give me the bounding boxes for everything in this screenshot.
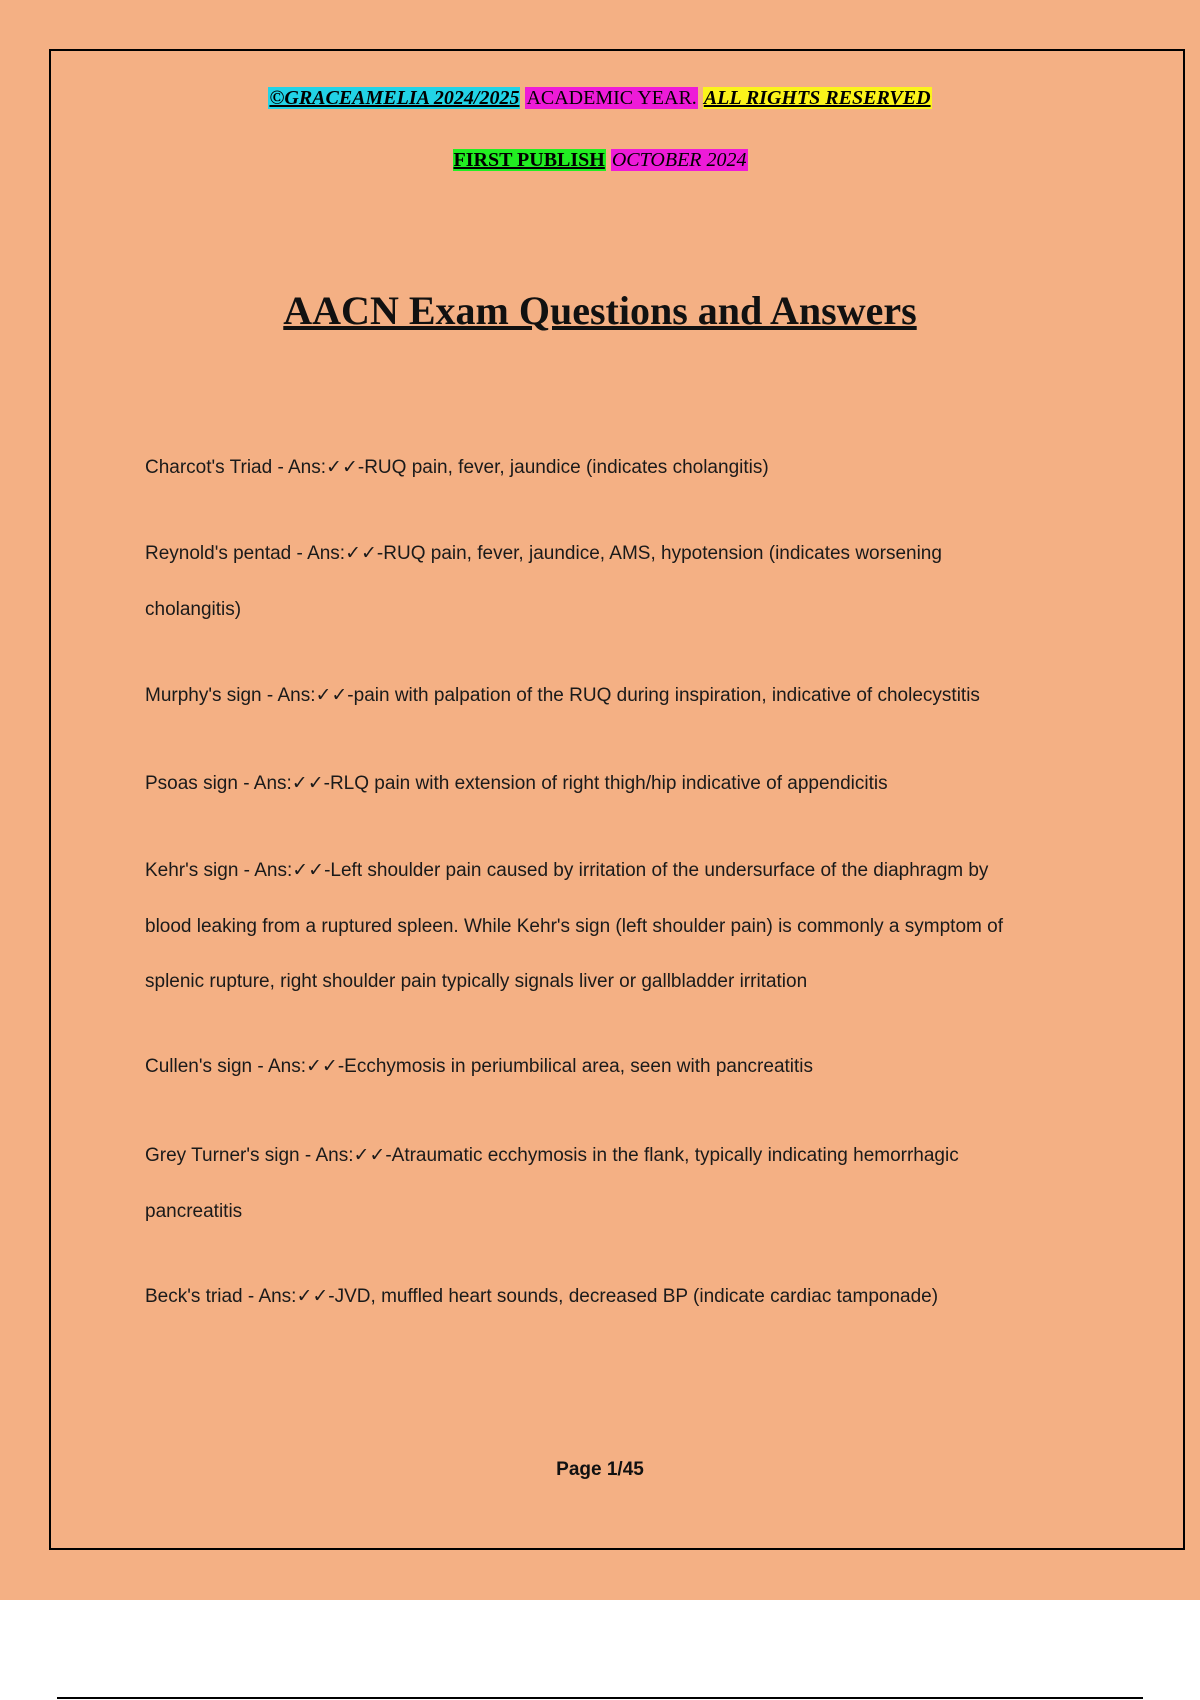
qa-line: Kehr's sign - Ans:✓✓-Left shoulder pain caused by irritation of the undersurface of the diaphragm by <box>145 860 989 881</box>
document-title: AACN Exam Questions and Answers <box>283 288 917 333</box>
copyright-label: ©GRACEAMELIA 2024/2025 <box>269 87 520 109</box>
copyright-header <box>0 85 1200 111</box>
bottom-divider <box>57 1697 1143 1699</box>
first-publish-label: FIRST PUBLISH <box>453 149 605 171</box>
qa-line: cholangitis) <box>145 599 242 620</box>
qa-line: splenic rupture, right shoulder pain typically signals liver or gallbladder irritation <box>145 971 808 992</box>
publish-header <box>0 147 1200 173</box>
rights-label: ALL RIGHTS RESERVED <box>703 87 931 109</box>
qa-line: Psoas sign - Ans:✓✓-RLQ pain with extension of right thigh/hip indicative of appendicitis <box>145 773 888 794</box>
qa-line: Charcot's Triad - Ans:✓✓-RUQ pain, fever, jaundice (indicates cholangitis) <box>145 457 769 478</box>
qa-line: Beck's triad - Ans:✓✓-JVD, muffled heart sounds, decreased BP (indicate cardiac tamponade) <box>145 1286 939 1307</box>
qa-line: pancreatitis <box>145 1201 243 1222</box>
qa-line: Reynold's pentad - Ans:✓✓-RUQ pain, fever, jaundice, AMS, hypotension (indicates worsening <box>145 543 942 564</box>
qa-line: blood leaking from a ruptured spleen. While Kehr's sign (left shoulder pain) is commonly a symptom of <box>145 916 1003 937</box>
qa-line: Cullen's sign - Ans:✓✓-Ecchymosis in periumbilical area, seen with pancreatitis <box>145 1056 814 1077</box>
page-number: Page 1/45 <box>556 1459 644 1480</box>
academic-year-label: ACADEMIC YEAR. <box>526 87 697 109</box>
qa-line: Grey Turner's sign - Ans:✓✓-Atraumatic ecchymosis in the flank, typically indicating hemorrhagic <box>145 1145 959 1166</box>
qa-line: Murphy's sign - Ans:✓✓-pain with palpation of the RUQ during inspiration, indicative of cholecystitis <box>145 685 980 706</box>
publish-date-label: OCTOBER 2024 <box>611 149 747 171</box>
